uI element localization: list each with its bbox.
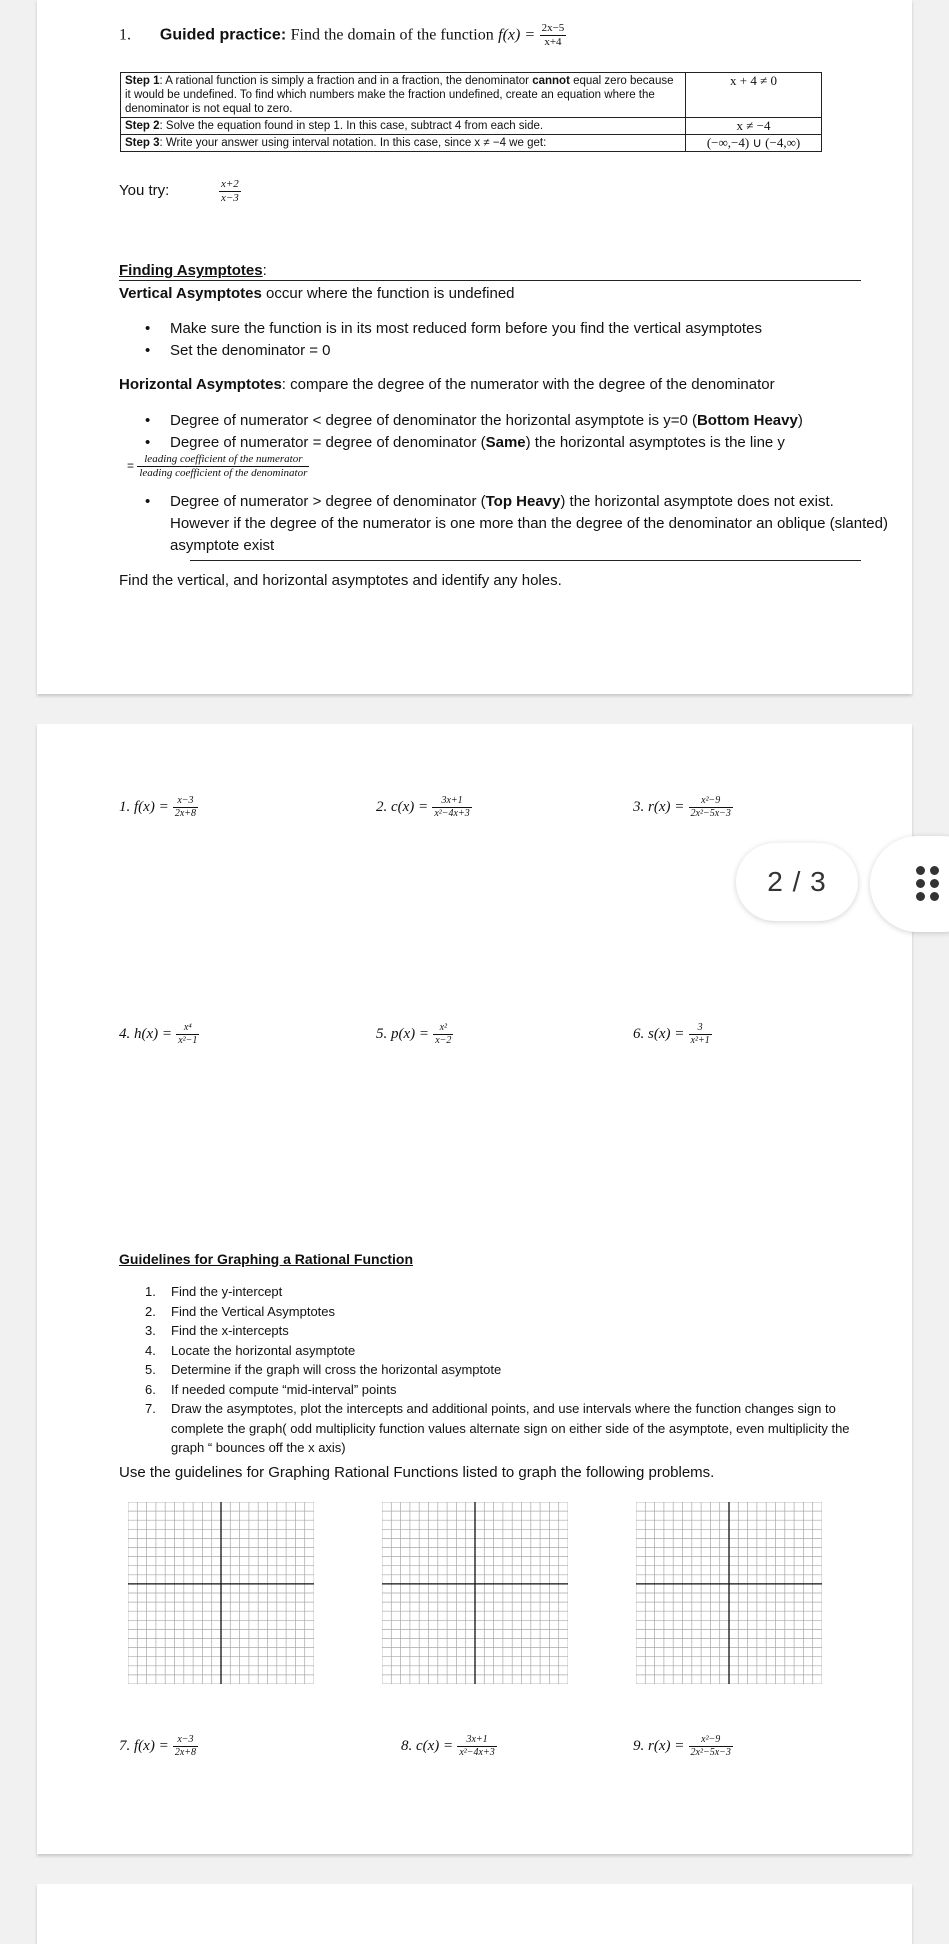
guided-practice-label: Guided practice: xyxy=(159,26,287,44)
horizontal-asymptotes-line: Horizontal Asymptotes: compare the degree of the numerator with the degree of the denominator xyxy=(119,376,775,393)
step-row-3: Step 3: Write your answer using interval notation. In this case, since x ≠ −4 we get: (−∞,−4) ∪ (−4,∞) xyxy=(121,135,822,152)
guideline-item: 7. Draw the asymptotes, plot the intercepts and additional points, and use intervals where the function changes sign to complete the graph( odd multiplicity function values alternate sign on either side of the asymptote, even multiplicity the graph “ bounces off the x axis) xyxy=(145,1401,850,1455)
problem-1: 1. f(x) = $\frac{x-3}{2x+8}$ xyxy=(119,795,197,819)
steps-table xyxy=(120,72,822,152)
vertical-bullet: • Make sure the function is in its most reduced form before you find the vertical asymptotes xyxy=(119,318,879,340)
problem-2: 2. c(x) = $\frac{3x+1}{\text{x²−4x+3}}$ xyxy=(376,795,470,819)
guideline-item: 6. If needed compute “mid-interval” points xyxy=(145,1381,397,1397)
vertical-bullet: • Set the denominator = 0 xyxy=(119,340,879,362)
you-try-fraction: $\frac{x+2}{x-3}$ xyxy=(221,178,239,204)
graph-grid-2 xyxy=(382,1502,568,1684)
step-1-math: x + 4 ≠ 0 xyxy=(686,73,822,118)
step-row-1: Step 1: A rational function is simply a fraction and in a fraction, the denominator cannot equal zero because it would be undefined. To find which numbers make the fraction undefined, create an equation where the denominator is not equal to zero. x + 4 ≠ 0 xyxy=(121,73,822,118)
horizontal-bullets-2 xyxy=(119,491,894,557)
guidelines-list xyxy=(119,1282,879,1458)
document-page-1 xyxy=(37,0,912,694)
vertical-asymptotes-line: Vertical Asymptotes occur where the function is undefined xyxy=(119,285,515,302)
dots-grid-icon xyxy=(916,866,944,902)
guided-fraction: $\frac{2x-5}{x+4}$ xyxy=(541,22,565,48)
problem-4: 4. h(x) = $\frac{\text{x⁴}}{\text{x²−1}}$ xyxy=(119,1022,198,1046)
you-try-label: You try: xyxy=(119,182,170,199)
step-row-2: Step 2: Solve the equation found in step 1. In this case, subtract 4 from each side. x ≠ −4 xyxy=(121,118,822,135)
vertical-bullets xyxy=(119,318,879,362)
find-asymptotes-instruction: Find the vertical, and horizontal asymptotes and identify any holes. xyxy=(119,572,562,589)
horizontal-bullet-same: • Degree of numerator = degree of denominator (Same) the horizontal asymptotes is the line y xyxy=(119,432,894,454)
guideline-item: 2. Find the Vertical Asymptotes xyxy=(145,1303,336,1319)
graph-grid-3 xyxy=(636,1502,822,1684)
problem-8: 8. c(x) = $\frac{3x+1}{\text{x²−4x+3}}$ xyxy=(401,1734,495,1758)
problem-7: 7. f(x) = $\frac{x-3}{2x+8}$ xyxy=(119,1734,197,1758)
guideline-item: 3. Find the x-intercepts xyxy=(145,1323,289,1338)
guided-function-name: f(x) = xyxy=(498,26,536,44)
page-indicator: 2 / 3 xyxy=(736,843,858,921)
guidelines-heading: Guidelines for Graphing a Rational Function xyxy=(119,1251,414,1267)
guided-practice-text: Find the domain of the function xyxy=(290,26,494,44)
guideline-item: 1. Find the y-intercept xyxy=(145,1284,283,1299)
guideline-item: 5. Determine if the graph will cross the horizontal asymptote xyxy=(145,1362,502,1377)
problem-number: 1. xyxy=(119,26,131,44)
step-2-math: x ≠ −4 xyxy=(686,118,822,135)
problem-5: 5. p(x) = $\frac{\text{x²}}{x-2}$ xyxy=(376,1022,452,1046)
problem-3: 3. r(x) = $\frac{\text{x²−9}}{\text{2x²−5x−3}}$ xyxy=(633,795,731,819)
finding-asymptotes-heading: Finding Asymptotes: xyxy=(119,262,267,279)
graph-grid-1 xyxy=(128,1502,314,1684)
section-divider xyxy=(190,560,861,561)
heading-divider xyxy=(119,280,861,281)
problem-9: 9. r(x) = $\frac{\text{x²−9}}{\text{2x²−5x−3}}$ xyxy=(633,1734,731,1758)
horizontal-bullet-bottom-heavy: • Degree of numerator < degree of denominator the horizontal asymptote is y=0 (Bottom Heavy) xyxy=(119,410,894,432)
document-page-3 xyxy=(37,1884,912,1944)
use-guidelines-instruction: Use the guidelines for Graphing Rational Functions listed to graph the following problems. xyxy=(119,1464,715,1481)
guideline-item: 4. Locate the horizontal asymptote xyxy=(145,1342,356,1358)
leading-coefficient-equation: = $\frac{\text{leading coefficient of the numerator}}{\text{leading coefficient of the denominator}}$ xyxy=(127,453,308,479)
step-3-math: (−∞,−4) ∪ (−4,∞) xyxy=(686,135,822,152)
horizontal-bullet-top-heavy: • Degree of numerator > degree of denominator (Top Heavy) the horizontal asymptote does not exist. However if the degree of the numerator is one more than the degree of the denominator an oblique (slanted) asymptote exist xyxy=(119,491,894,557)
guided-practice-line xyxy=(119,22,566,48)
problem-6: 6. s(x) = $\frac{3}{\text{x²+1}}$ xyxy=(633,1022,710,1046)
horizontal-bullets xyxy=(119,410,894,454)
